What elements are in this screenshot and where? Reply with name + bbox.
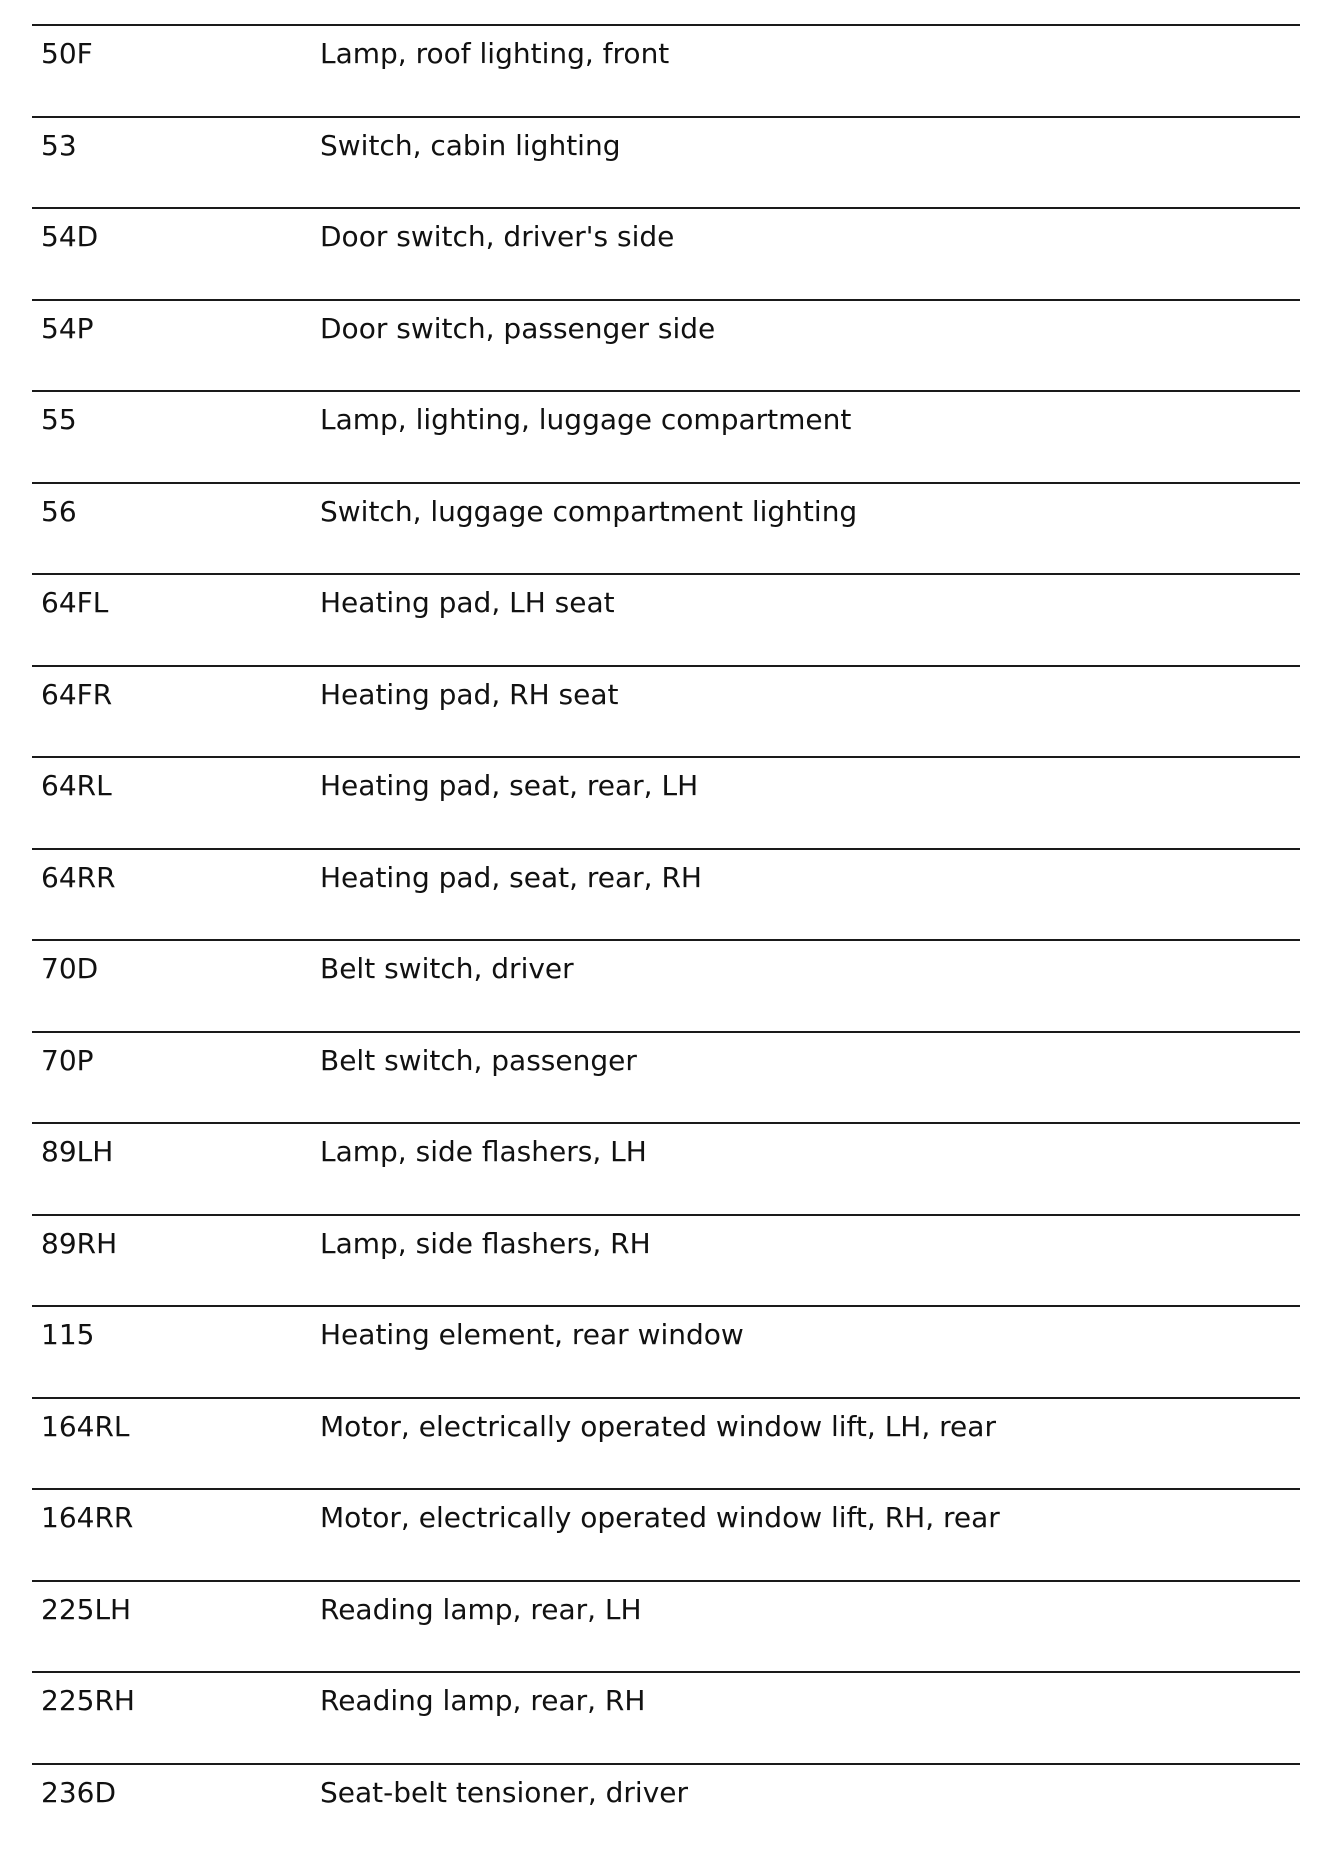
component-code: 164RR (41, 1501, 133, 1535)
component-description: Reading lamp, rear, RH (320, 1684, 645, 1718)
component-description: Switch, cabin lighting (320, 129, 620, 163)
table-row (32, 299, 1300, 391)
component-code: 225RH (41, 1684, 135, 1718)
component-code: 54P (41, 312, 94, 346)
table-row (32, 573, 1300, 665)
component-description: Heating pad, seat, rear, RH (320, 861, 702, 895)
component-code: 64RR (41, 861, 116, 895)
component-code: 236D (41, 1776, 116, 1810)
table-row (32, 1488, 1300, 1580)
table-row (32, 116, 1300, 208)
table-row (32, 756, 1300, 848)
table-row (32, 1671, 1300, 1763)
component-description: Reading lamp, rear, LH (320, 1593, 642, 1627)
component-code: 64FR (41, 678, 112, 712)
component-code: 64RL (41, 769, 112, 803)
component-code: 225LH (41, 1593, 131, 1627)
component-description: Heating pad, RH seat (320, 678, 618, 712)
component-code: 164RL (41, 1410, 130, 1444)
table-row (32, 1122, 1300, 1214)
component-description: Door switch, passenger side (320, 312, 715, 346)
table-row (32, 207, 1300, 299)
component-code: 50F (41, 37, 93, 71)
component-code: 54D (41, 220, 98, 254)
component-code: 56 (41, 495, 77, 529)
component-description: Seat-belt tensioner, driver (320, 1776, 688, 1810)
component-description: Motor, electrically operated window lift, LH, rear (320, 1410, 996, 1444)
component-description: Switch, luggage compartment lighting (320, 495, 857, 529)
component-description: Heating pad, seat, rear, LH (320, 769, 698, 803)
component-description: Heating pad, LH seat (320, 586, 615, 620)
component-legend-table (32, 24, 1300, 1854)
component-code: 55 (41, 403, 77, 437)
table-row (32, 1214, 1300, 1306)
table-row (32, 1397, 1300, 1489)
component-description: Door switch, driver's side (320, 220, 674, 254)
component-description: Motor, electrically operated window lift, RH, rear (320, 1501, 1000, 1535)
component-description: Lamp, side flashers, LH (320, 1135, 647, 1169)
component-description: Lamp, roof lighting, front (320, 37, 669, 71)
table-row (32, 1031, 1300, 1123)
component-code: 115 (41, 1318, 94, 1352)
component-code: 70D (41, 952, 98, 986)
table-row (32, 390, 1300, 482)
component-code: 53 (41, 129, 77, 163)
component-description: Lamp, side flashers, RH (320, 1227, 651, 1261)
component-code: 89LH (41, 1135, 113, 1169)
table-row (32, 482, 1300, 574)
component-code: 89RH (41, 1227, 117, 1261)
table-row (32, 24, 1300, 116)
table-row (32, 1763, 1300, 1854)
table-row (32, 939, 1300, 1031)
table-row (32, 848, 1300, 940)
table-row (32, 1305, 1300, 1397)
component-description: Belt switch, driver (320, 952, 574, 986)
table-row (32, 1580, 1300, 1672)
component-code: 64FL (41, 586, 108, 620)
component-description: Heating element, rear window (320, 1318, 744, 1352)
component-description: Lamp, lighting, luggage compartment (320, 403, 851, 437)
component-description: Belt switch, passenger (320, 1044, 637, 1078)
component-code: 70P (41, 1044, 94, 1078)
table-row (32, 665, 1300, 757)
